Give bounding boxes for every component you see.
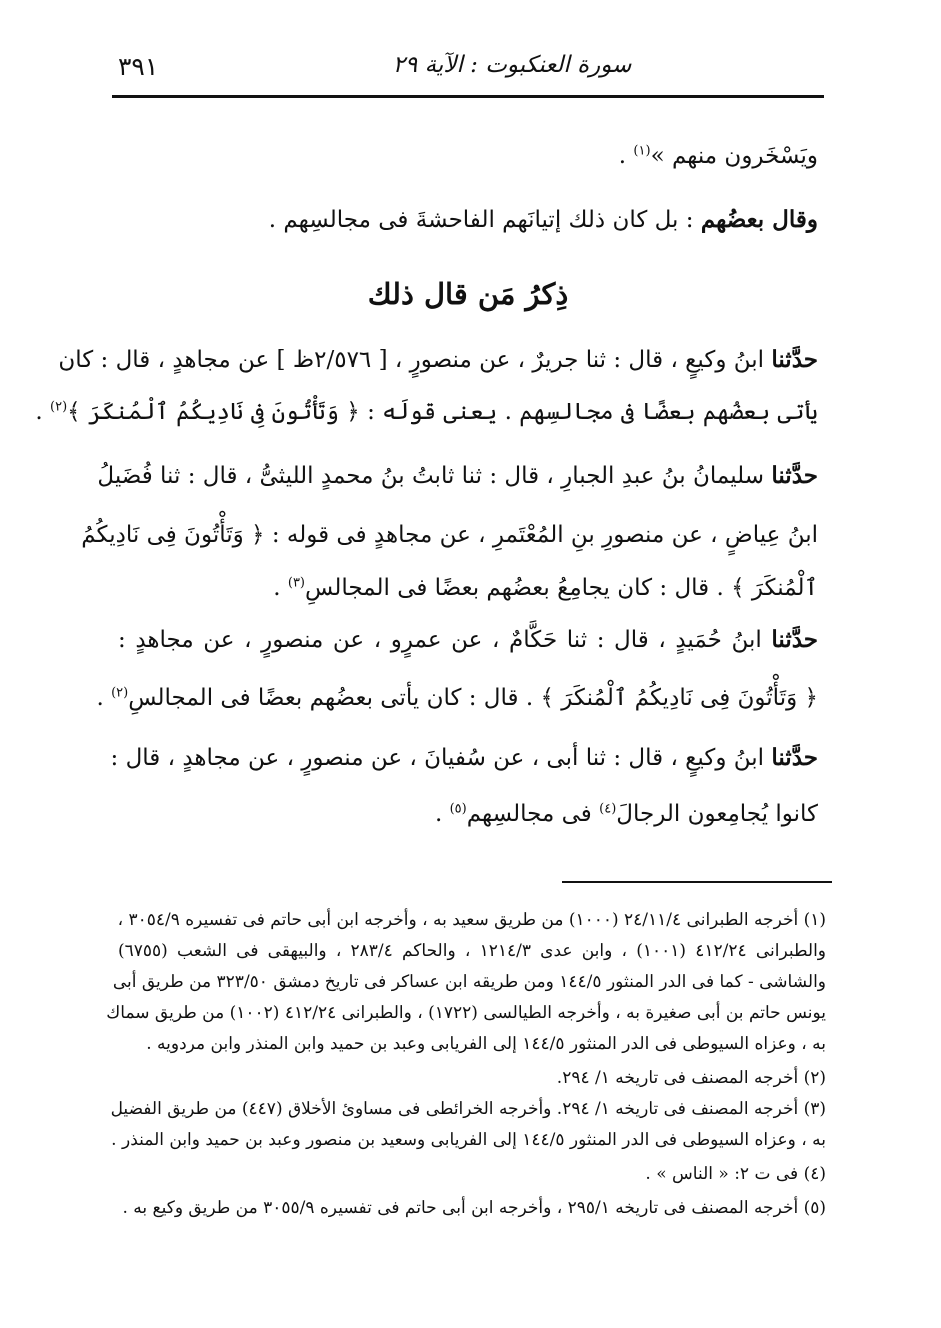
paragraph-narration-4: حدَّثنا ابنُ وكيعٍ ، قال : ثنا أبى ، عن سُفيانَ ، عن منصورٍ ، عن مجاهدٍ ، قال : [110,744,818,771]
paragraph-lead: حدَّثنا [771,462,818,489]
paragraph-lead: حدَّثنا [771,346,818,373]
footnote-2: (٢) أخرجه المصنف فى تاريخه ١/ ٢٩٤. [556,1068,826,1088]
page-header [112,52,824,98]
text-line: ابنُ عِياضٍ ، عن منصورِ بنِ المُعْتَمرِ ، عن مجاهدٍ فى قوله : ﴿ وَتَأْتُونَ فِى نَادِيكُمُ [81,522,818,548]
paragraph-lead: حدَّثنا [771,744,818,771]
paragraph-narration-3: حدَّثنا ابنُ حُمَيدٍ ، قال : ثنا حَكَّامٌ ، عن عمرٍو ، عن منصورٍ ، عن مجاهدٍ : [118,626,819,653]
footnote-line: والشاشى - كما فى الدر المنثور ١٤٤/٥ ومن طريقه ابن عساكر فى تاريخ دمشق ٣٢٣/٥٠ من طريق أبى [112,972,826,992]
paragraph-opinion: وقال بعضُهم : بل كان ذلك إتيانَهم الفاحشةَ فى مجالسِهم . [268,206,818,233]
footnote-3: (٣) أخرجه المصنف فى تاريخه ١/ ٢٩٤. وأخرجه الخرائطى فى مساوئ الأخلاق (٤٤٧) من طريق الفضيل [110,1099,826,1119]
footnote-marker: (٥) [449,801,467,817]
footnote-1: (١) أخرجه الطبرانى ٢٤/١١/٤ (١٠٠٠) من طريق سعيد به ، وأخرجه ابن أبى حاتم فى تفسيره ٣٠٥٤/٩ ، [117,910,826,930]
footnote-marker: (٢) [111,685,129,701]
section-heading: ذِكرُ مَن قال ذلك [367,277,569,311]
header-rule [112,95,824,98]
footnote-marker: (٤) [599,801,617,817]
footnote-5: (٥) أخرجه المصنف فى تاريخه ٢٩٥/١ ، وأخرجه ابن أبى حاتم فى تفسيره ٣٠٥٥/٩ من طريق وكيع به . [122,1198,826,1218]
paragraph-lead: حدَّثنا [771,626,819,653]
text-line: يأتى بعضُهم بعضًا فى مجالسِهم . يعنى قولَه : ﴿ وَتَأْتُونَ فِى نَادِيكُمُ ٱلْمُنكَرَ ﴾$^{(٢)}$ . [35,399,818,425]
footnote-marker: (٢) [50,399,68,415]
text-line: كانوا يُجامِعون الرجالَ$^{(٤)}$ فى مجالسِهم$^{(٥)}$ . [434,801,818,827]
paragraph-lead: وقال بعضُهم [700,206,818,233]
footnote-line: به ، وعزاه السيوطى فى الدر المنثور ١٤٤/٥ إلى الفريابى وسعيد بن منصور وعبد بن حميد وابن المنذر . [111,1130,826,1150]
footnote-4: (٤) فى ت ٢: « الناس » . [645,1164,826,1184]
footnote-line: يونس حاتم بن أبى صغيرة به ، وأخرجه الطيالسى (١٧٢٢) ، والطبرانى ٤١٢/٢٤ (١٠٠٢) من طريق سماك [106,1003,826,1023]
footnote-marker: (٣) [287,575,305,591]
footnote-line: به ، وعزاه السيوطى فى الدر المنثور ١٤٤/٥ إلى الفريابى وعبد بن حميد وابن المنذر وابن مردويه . [146,1034,826,1054]
page-number: ٣٩١ [118,52,159,81]
paragraph-narration-2: حدَّثنا سليمانُ بنُ عبدِ الجبارِ ، قال : ثنا ثابتُ بنُ محمدٍ الليثىُّ ، قال : ثنا فُضَيلُ [97,462,818,489]
text-line: ﴿ وَتَأْتُونَ فِى نَادِيكُمُ ٱلْمُنكَرَ ﴾ . قال : كان يأتى بعضُهم بعضًا فى المجالسِ$^{(٢)}$ . [96,685,818,711]
paragraph-narration-1: حدَّثنا ابنُ وكيعٍ ، قال : ثنا جريرٌ ، عن منصورٍ ، [ ٢/٥٧٦ظ ] عن مجاهدٍ ، قال : كان [58,346,818,373]
text-line: ٱلْمُنكَرَ ﴾ . قال : كان يجامِعُ بعضُهم بعضًا فى المجالسِ$^{(٣)}$ . [273,575,818,601]
footnote-line: والطبرانى ٤١٢/٢٤ (١٠٠١) ، وابن عدى ١٢١٤/٣ ، والحاكم ٢٨٣/٤ ، والبيهقى فى الشعب (٦٧٥٥) [118,941,827,961]
footnote-marker: (١) [633,143,651,159]
text-line: ويَسْخَرون منهم »$^{(١)}$ . [618,143,818,169]
footnote-separator [562,881,832,883]
running-title: سورة العنكبوت : الآية ٢٩ [392,52,632,78]
